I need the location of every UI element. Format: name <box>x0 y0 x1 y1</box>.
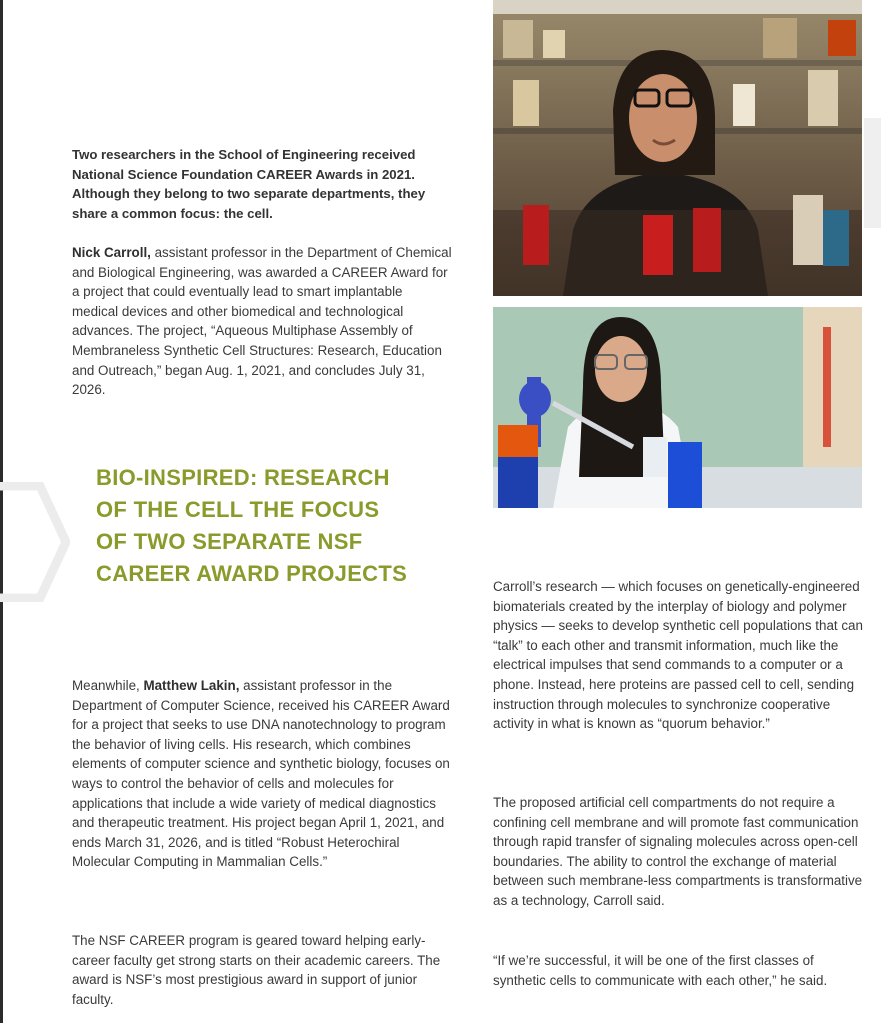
lakin-paragraph <box>72 676 452 872</box>
carroll-name: Nick Carroll, <box>72 245 151 260</box>
carroll-paragraph-text: assistant professor in the Department of Chemical and Biological Engineering, was awarded a CAREER Award for a project that could eventually lead to smart implantable medical devices and other biomedical and technological advances. The project, “Aqueous Multiphase Assembly of Membraneless Synthetic Cell Structures: Research, Education and Outreach,” began Aug. 1, 2021, and concludes July 31, 2026. <box>72 245 452 398</box>
carroll-photo <box>493 0 862 296</box>
career-program-paragraph: The NSF CAREER program is geared toward helping early-career faculty get strong starts on their academic careers. The award is NSF’s most prestigious award in support of junior faculty. <box>72 933 441 1007</box>
lakin-name: Matthew Lakin, <box>143 678 240 693</box>
page-edge-tab <box>864 118 881 228</box>
carroll-research-paragraph: Carroll’s research — which focuses on genetically-engineered biomaterials created by the interplay of biology and polymer physics — seeks to develop synthetic cell populations that can “talk” to each other and transmit information, much like the electrical impulses that send commands to a computer or a phone. Instead, here proteins are passed cell to cell, sending instruction through molecules to synchronize cooperative activity in what is known as “quorum behavior.” <box>493 579 863 732</box>
hexagon-graphic <box>0 482 70 602</box>
compartments-paragraph: The proposed artificial cell compartments do not require a confining cell membrane and will promote fast communication through rapid transfer of signaling molecules across open-cell boundaries. The ability to control the exchange of material between such membrane-less compartments is transformative as a technology, Carroll said. <box>493 795 863 908</box>
intro-paragraph: Two researchers in the School of Engineering received National Science Foundation CAREER Awards in 2021. Although they belong to two separate departments, they share a common focus: the cell. <box>72 147 426 221</box>
quote-paragraph: “If we’re successful, it will be one of the first classes of synthetic cells to communicate with each other,” he said. <box>493 953 828 988</box>
lakin-lab-photo <box>493 307 862 508</box>
lakin-paragraph-text: assistant professor in the Department of Computer Science, received his CAREER Award for a project that seeks to use DNA nanotechnology to program the behavior of living cells. His research, which combines elements of computer science and synthetic biology, focuses on ways to control the behavior of cells and molecules for applications that include a wide variety of medical diagnostics and therapeutic treatment. His project began April 1, 2021, and ends March 31, 2026, and is titled “Robust Heterochiral Molecular Computing in Mammalian Cells.” <box>72 678 450 870</box>
lakin-lead: Meanwhile, <box>72 678 144 693</box>
headline: BIO-INSPIRED: RESEARCH OF THE CELL THE FOCUS OF TWO SEPARATE NSF CAREER AWARD PROJECTS <box>96 465 408 586</box>
carroll-paragraph <box>72 243 452 400</box>
